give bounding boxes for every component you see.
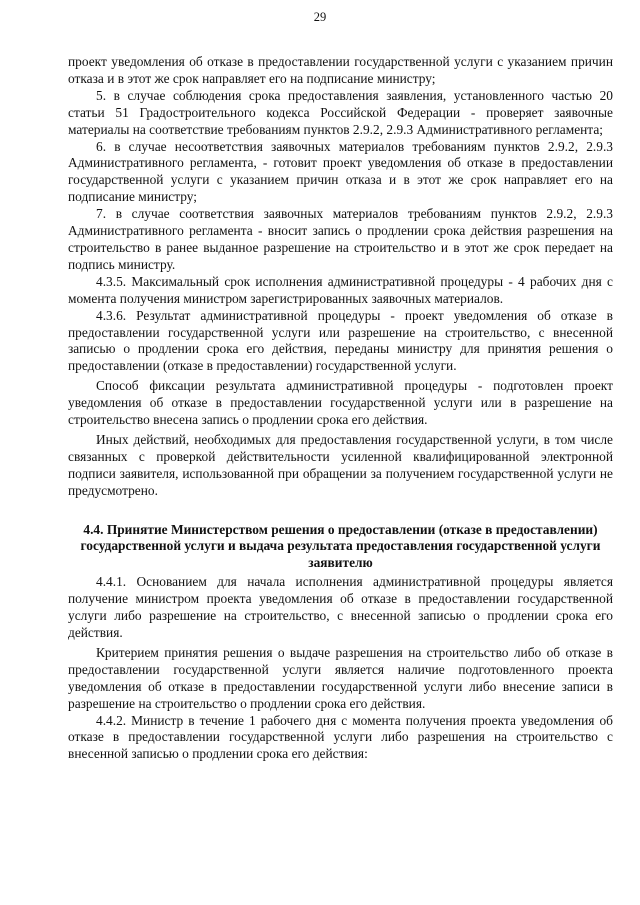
paragraph-decision-criterion: Критерием принятия решения о выдаче разрешения на строительство либо об отказе в предоставлении государственной услуги является наличие подготовленного проекта уведомления об отказе в предоставлении государственной услуги либо внесение записи в разрешение на строительство о продлении срока его действия. xyxy=(68,644,613,711)
section-heading-4-4: 4.4. Принятие Министерством решения о предоставлении (отказе в предоставлении) государственной услуги и выдача результата предоставления государственной услуги заявителю xyxy=(80,521,601,571)
paragraph-4-3-6: 4.3.6. Результат административной процедуры - проект уведомления об отказе в предоставлении государственной услуги или разрешение на строительство, с внесенной записью о продлении срока его действия, переданы министру для принятия решения о предоставлении (отказе в предоставлении) государственной услуги. xyxy=(68,307,613,374)
paragraph-item-5: 5. в случае соблюдения срока предоставления заявления, установленного частью 20 статьи 51 Градостроительного кодекса Российской Федерации - проверяет заявочные материалы на соответствие требованиям пунктов 2.9.2, 2.9.3 Административного регламента; xyxy=(68,87,613,137)
document-body xyxy=(68,54,613,763)
page-number: 29 xyxy=(313,10,327,24)
paragraph-continuation: проект уведомления об отказе в предоставлении государственной услуги с указанием причин отказа и в этот же срок направляет его на подписание министру; xyxy=(68,54,613,86)
paragraph-4-4-1: 4.4.1. Основанием для начала исполнения административной процедуры является получение министром проекта уведомления об отказе в предоставлении государственной услуги либо разрешение на строительство, с внесенной записью о продлении срока его действия. xyxy=(68,574,613,640)
paragraph-4-3-5: 4.3.5. Максимальный срок исполнения административной процедуры - 4 рабочих дня с момента получения министром зарегистрированных заявочных материалов. xyxy=(68,273,613,306)
paragraph-item-6: 6. в случае несоответствия заявочных материалов требованиям пунктов 2.9.2, 2.9.3 Административного регламента, - готовит проект уведомления об отказе в предоставлении государственной услуги с указанием причин отказа и в этот же срок направляет его на подписание министру; xyxy=(68,138,613,205)
paragraph-item-7: 7. в случае соответствия заявочных материалов требованиям пунктов 2.9.2, 2.9.3 Административного регламента - вносит запись о продлении срока действия разрешения на строительство в ранее выданное разрешение на строительство и в этот же срок передает на подпись министру. xyxy=(68,206,613,272)
paragraph-fixation-method: Способ фиксации результата административной процедуры - подготовлен проект уведомления об отказе в предоставлении государственной услуги или в разрешение на строительство внесена запись о продлении срока его действия. xyxy=(68,378,613,428)
paragraph-other-actions: Иных действий, необходимых для предоставления государственной услуги, в том числе связанных с проверкой действительности усиленной квалифицированной электронной подписи заявителя, использованной при обращении за получением государственной услуги не предусмотрено. xyxy=(68,431,613,498)
paragraph-4-4-2: 4.4.2. Министр в течение 1 рабочего дня с момента получения проекта уведомления об отказе в предоставлении государственной услуги либо разрешения на строительство с внесенной записью о продлении срока его действия: xyxy=(68,712,613,762)
